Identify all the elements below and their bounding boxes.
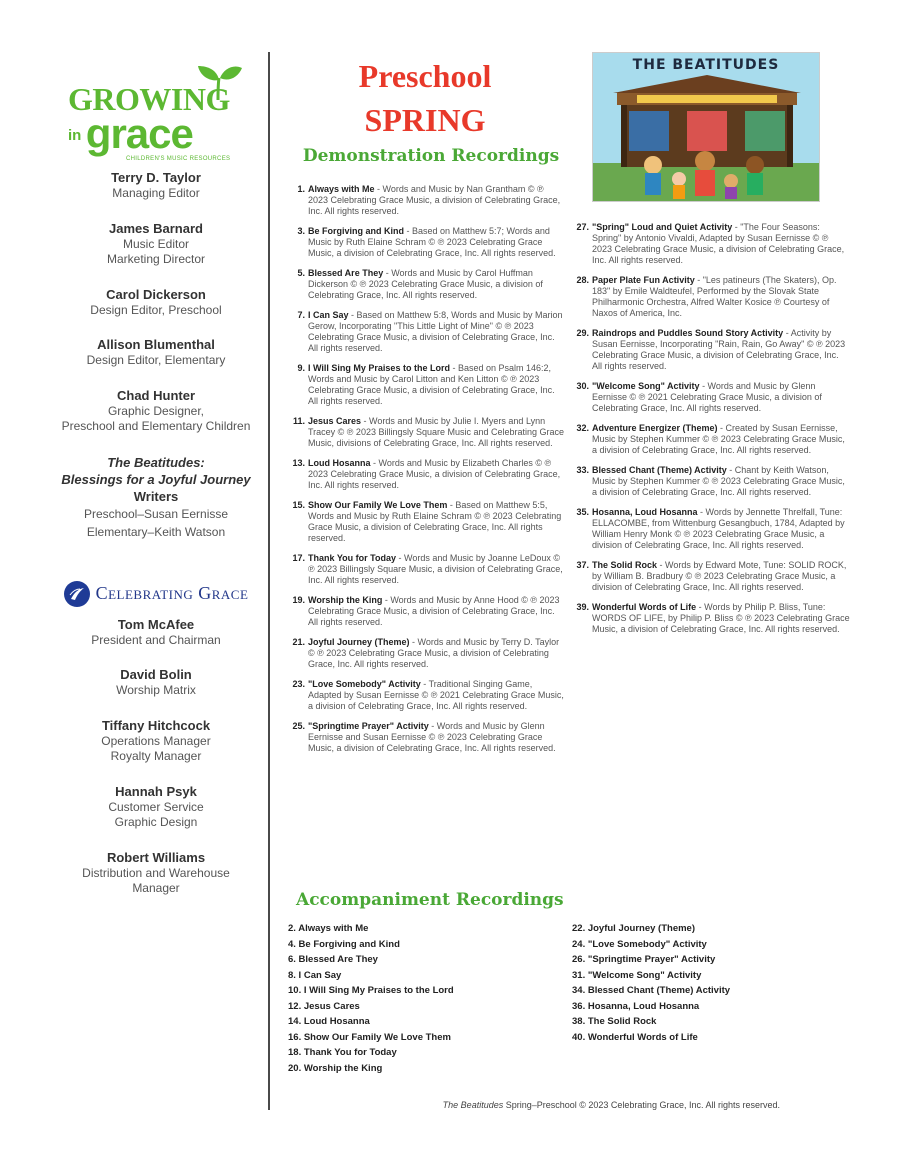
staff-role: Marketing Director xyxy=(106,252,206,266)
staff-role: Graphic Designer, xyxy=(107,403,205,418)
track-credit: - Activity by Susan Eernisse, Incorporating "Rain, Rain, Go Away" © ℗ 2023 Celebrating Grace Music, a division of Celebrating Grace, Inc. All rights reserved. xyxy=(592,328,846,371)
accompaniment-recordings-heading: Accompaniment Recordings xyxy=(296,890,564,910)
track-title: Paper Plate Fun Activity xyxy=(592,275,695,285)
track-title: Show Our Family We Love Them xyxy=(308,500,448,510)
staff-name: Tom McAfee xyxy=(117,616,195,632)
track-number: 30. xyxy=(576,381,589,391)
track-number: 15. xyxy=(292,500,305,510)
page-title-spring: SPRING xyxy=(364,102,486,138)
track-item xyxy=(288,458,566,491)
track-title: Blessed Chant (Theme) Activity xyxy=(592,465,727,475)
accompaniment-item: 20. Worship the King xyxy=(288,1062,383,1074)
page-title-preschool: Preschool xyxy=(358,58,492,94)
track-number: 21. xyxy=(292,637,305,647)
track-credit: - Words and Music by Nan Grantham © ℗ 2023 Celebrating Grace Music, a division of Celebrating Grace, Inc. All rights reserved. xyxy=(308,184,561,216)
staff-member xyxy=(48,170,264,202)
track-item xyxy=(288,184,566,217)
staff-member xyxy=(48,388,264,435)
footer-text: Spring–Preschool © 2023 Celebrating Grace, Inc. All rights reserved. xyxy=(503,1100,780,1110)
track-credit: - Words by Philip P. Bliss, Tune: WORDS OF LIFE, by Philip P. Bliss © ℗ 2023 Celebrating Grace Music, a division of Celebrating Grace, Inc. All rights reserved. xyxy=(592,602,850,634)
staff-role: Worship Matrix xyxy=(116,683,196,697)
track-title: The Solid Rock xyxy=(592,560,658,570)
logo-line-growing: GROWING xyxy=(68,81,230,117)
accompaniment-list-right xyxy=(572,921,832,1045)
staff-role: President and Chairman xyxy=(91,632,221,647)
track-title: Blessed Are They xyxy=(308,268,384,278)
staff-list xyxy=(48,170,264,435)
accompaniment-item: 31. "Welcome Song" Activity xyxy=(572,969,702,981)
staff-name: David Bolin xyxy=(120,667,192,682)
cover-title: THE BEATITUDES xyxy=(632,57,780,73)
track-title: Jesus Cares xyxy=(308,416,362,426)
footer-title: The Beatitudes xyxy=(442,1100,504,1110)
track-credit: - Created by Susan Eernisse, Music by Stephen Kummer © ℗ 2023 Celebrating Grace Music, a division of Celebrating Grace, Inc. All rights reserved. xyxy=(592,423,845,455)
track-item xyxy=(288,363,566,407)
staff-role: Design Editor, Elementary xyxy=(86,353,226,367)
track-credit: - Words and Music by Glenn Eernisse and Susan Eernisse © ℗ 2023 Celebrating Grace Music, a division of Celebrating Grace, Inc. All rights reserved. xyxy=(308,721,556,753)
track-item xyxy=(572,602,850,635)
track-credit: - Words and Music by Glenn Eernisse © ℗ 2021 Celebrating Grace Music, a division of Celebrating Grace, Inc. All rights reserved. xyxy=(592,381,822,413)
track-credit: - Words and Music by Joanne LeDoux © ℗ 2023 Billingsly Square Music, a division of Celebrating Grace, Inc. All rights reserved. xyxy=(308,553,563,585)
track-credit: - Words by Jennette Threlfall, Tune: ELLACOMBE, from Wittenburg Gesangbuch, 1784, Adapted by William Henry Monk © ℗ 2023 Celebrating Grace Music, a division of Celebrating Grace, Inc. All rights reserved. xyxy=(592,507,845,550)
track-title: Adventure Energizer (Theme) xyxy=(592,423,718,433)
accompaniment-item: 2. Always with Me xyxy=(288,923,369,934)
accompaniment-item: 34. Blessed Chant (Theme) Activity xyxy=(572,985,731,996)
staff-member xyxy=(48,850,264,897)
writers-title-line3: Writers xyxy=(133,488,179,504)
staff-role: Preschool and Elementary Children xyxy=(61,419,251,433)
track-title: "Springtime Prayer" Activity xyxy=(308,721,429,731)
track-credit: - "The Four Seasons: Spring" by Antonio Vivaldi, Adapted by Susan Eernisse © ℗ 2023 Celebrating Grace Music, a division of Celebrating Grace, Inc. All rights reserved. xyxy=(592,222,845,265)
track-number: 7. xyxy=(297,310,305,320)
staff-role: Graphic Design xyxy=(114,815,198,829)
copyright-footer xyxy=(280,1100,850,1110)
accompaniment-item: 4. Be Forgiving and Kind xyxy=(288,938,400,950)
track-item xyxy=(572,381,850,414)
staff-role: Manager xyxy=(132,881,180,895)
track-credit: - Words and Music by Julie I. Myers and Lynn Tracey © ℗ 2023 Billingsly Square Music and Celebrating Grace Music, divisions of Celebrating Grace, Inc. All rights reserved. xyxy=(308,416,565,448)
staff-name: Tiffany Hitchcock xyxy=(101,717,211,733)
accompaniment-item: 6. Blessed Are They xyxy=(288,954,378,965)
track-title: Raindrops and Puddles Sound Story Activity xyxy=(592,328,784,338)
staff-name: Allison Blumenthal xyxy=(97,337,215,352)
staff-role: Customer Service xyxy=(108,799,204,814)
track-credit: - Based on Matthew 5:5, Words and Music by Ruth Elaine Schram © ℗ 2023 Celebrating Grace Music, a division of Celebrating Grace, Inc. All rights reserved. xyxy=(308,500,562,543)
celebrating-grace-wordmark: Celebrating Grace xyxy=(95,583,249,603)
staff-member xyxy=(48,718,264,765)
staff-name: James Barnard xyxy=(109,220,203,236)
track-number: 13. xyxy=(292,458,305,468)
growing-in-grace-logo xyxy=(48,60,264,170)
track-item xyxy=(288,310,566,354)
accompaniment-item: 12. Jesus Cares xyxy=(288,1000,360,1012)
track-title: Loud Hosanna xyxy=(308,458,371,468)
track-title: Worship the King xyxy=(308,595,383,605)
accompaniment-item: 36. Hosanna, Loud Hosanna xyxy=(572,1000,700,1012)
cover-illustration xyxy=(593,53,820,202)
sidebar xyxy=(48,60,264,916)
track-item xyxy=(288,553,566,586)
track-number: 37. xyxy=(576,560,589,570)
track-credit: - Traditional Singing Game, Adapted by Susan Eernisse © ℗ 2021 Celebrating Grace Music, a division of Celebrating Grace, Inc. All rights reserved. xyxy=(308,679,564,711)
track-item xyxy=(572,328,850,372)
track-credit: - Words and Music by Elizabeth Charles © ℗ 2023 Celebrating Grace Music, a division of Celebrating Grace, Inc. All rights reserved. xyxy=(308,458,561,490)
track-credit: - Words and Music by Terry D. Taylor © ℗ 2023 Celebrating Grace Music, a division of Celebrating Grace, Inc. All rights reserved. xyxy=(308,637,560,669)
track-credit: - Words by Edward Mote, Tune: SOLID ROCK, by William B. Bradbury © ℗ 2023 Celebrating Grace Music, a division of Celebrating Grace, Inc. All rights reserved. xyxy=(592,560,847,592)
staff-role: Design Editor, Preschool xyxy=(90,302,222,317)
accompaniment-item: 38. The Solid Rock xyxy=(572,1016,657,1027)
track-item xyxy=(572,465,850,498)
track-title: Thank You for Today xyxy=(308,553,397,563)
track-item xyxy=(288,595,566,628)
track-title: Joyful Journey (Theme) xyxy=(308,637,410,647)
writers-title-line1: The Beatitudes: xyxy=(107,454,205,470)
accompaniment-item: 40. Wonderful Words of Life xyxy=(572,1031,698,1043)
track-credit: - Based on Matthew 5:8, Words and Music by Marion Gerow, Incorporating "This Little Light of Mine" © ℗ 2023 Celebrating Grace Music, a division of Celebrating Grace, Inc. All rights reserved. xyxy=(308,310,563,353)
staff-name: Robert Williams xyxy=(106,849,206,865)
writers-block xyxy=(48,454,264,541)
track-number: 19. xyxy=(292,595,305,605)
demonstration-list-right xyxy=(572,222,850,644)
track-credit: - Words and Music by Carol Huffman Dickerson © ℗ 2023 Celebrating Grace Music, a division of Celebrating Grace, Inc. All rights reserved. xyxy=(308,268,543,300)
track-title: "Spring" Loud and Quiet Activity xyxy=(592,222,733,232)
track-item xyxy=(288,679,566,712)
logo-line-grace: grace xyxy=(85,110,193,157)
staff-role: Managing Editor xyxy=(112,186,200,200)
vertical-divider xyxy=(268,52,270,1110)
track-title: Wonderful Words of Life xyxy=(592,602,697,612)
track-item xyxy=(288,500,566,544)
track-title: Hosanna, Loud Hosanna xyxy=(592,507,698,517)
track-number: 32. xyxy=(576,423,589,433)
track-title: I Can Say xyxy=(308,310,349,320)
staff-name: Carol Dickerson xyxy=(106,286,206,302)
writer-elementary: Elementary–Keith Watson xyxy=(86,524,226,539)
sprout-icon xyxy=(196,64,242,100)
track-item xyxy=(572,423,850,456)
track-title: "Love Somebody" Activity xyxy=(308,679,421,689)
track-title: I Will Sing My Praises to the Lord xyxy=(308,363,450,373)
accompaniment-item: 16. Show Our Family We Love Them xyxy=(288,1031,451,1043)
staff-role: Royalty Manager xyxy=(110,749,202,763)
demonstration-list-left xyxy=(288,184,566,763)
track-item xyxy=(288,268,566,301)
track-credit: - "Les patineurs (The Skaters), Op. 183" by Emile Waldteufel, Performed by the Slovak State Philharmonic Orchestra, Alfred Walter Kosice ℗ Courtesy of Naxos of America, Inc. xyxy=(592,275,837,318)
track-number: 33. xyxy=(576,465,589,475)
accompaniment-item: 26. "Springtime Prayer" Activity xyxy=(572,954,716,965)
accompaniment-item: 14. Loud Hosanna xyxy=(288,1016,370,1027)
track-item xyxy=(288,637,566,670)
celebrating-grace-logo xyxy=(48,581,264,607)
accompaniment-item: 10. I Will Sing My Praises to the Lord xyxy=(288,985,454,996)
accompaniment-item: 22. Joyful Journey (Theme) xyxy=(572,923,696,934)
track-item xyxy=(572,222,850,266)
accompaniment-list-left xyxy=(288,921,548,1076)
logo-tagline: CHILDREN'S MUSIC RESOURCES xyxy=(126,156,231,162)
track-number: 11. xyxy=(292,416,305,426)
celebrating-grace-emblem-icon xyxy=(64,581,90,607)
track-credit: - Based on Matthew 5:7; Words and Music by Ruth Elaine Schram © ℗ 2023 Celebrating Grace Music, a division of Celebrating Grace, Inc. All rights reserved. xyxy=(308,226,556,258)
staff-member xyxy=(48,287,264,319)
track-number: 1. xyxy=(297,184,305,194)
track-item xyxy=(572,507,850,551)
staff-member xyxy=(48,784,264,831)
writers-title-line2: Blessings for a Joyful Journey xyxy=(61,471,251,487)
track-number: 3. xyxy=(297,226,305,236)
staff-member xyxy=(48,221,264,268)
track-item xyxy=(288,721,566,754)
track-title: Be Forgiving and Kind xyxy=(308,226,404,236)
track-item xyxy=(572,275,850,319)
track-number: 29. xyxy=(576,328,589,338)
staff-member xyxy=(48,337,264,369)
track-item xyxy=(288,226,566,259)
track-number: 28. xyxy=(576,275,589,285)
staff-name: Chad Hunter xyxy=(117,387,195,403)
beatitudes-cover-image xyxy=(592,52,820,202)
track-item xyxy=(288,416,566,449)
writer-preschool: Preschool–Susan Eernisse xyxy=(83,506,229,521)
track-credit: - Based on Psalm 146:2, Words and Music by Carol Litton and Ken Litton © ℗ 2023 Celebrating Grace Music, a division of Celebrating Grace, Inc. All rights reserved. xyxy=(308,363,555,406)
track-item xyxy=(572,560,850,593)
staff-member xyxy=(48,617,264,649)
logo-line-in: in xyxy=(68,127,82,144)
track-number: 25. xyxy=(292,721,305,731)
staff-role: Music Editor xyxy=(122,236,190,251)
accompaniment-item: 24. "Love Somebody" Activity xyxy=(572,938,707,950)
accompaniment-item: 18. Thank You for Today xyxy=(288,1047,397,1058)
accompaniment-item: 8. I Can Say xyxy=(288,969,342,981)
track-number: 27. xyxy=(576,222,589,232)
track-credit: - Chant by Keith Watson, Music by Stephen Kummer © ℗ 2023 Celebrating Grace Music, a division of Celebrating Grace, Inc. All rights reserved. xyxy=(592,465,845,497)
track-credit: - Words and Music by Anne Hood © ℗ 2023 Celebrating Grace Music, a division of Celebrating Grace, Inc. All rights reserved. xyxy=(308,595,560,627)
track-number: 17. xyxy=(292,553,305,563)
track-number: 39. xyxy=(576,602,589,612)
staff-member xyxy=(48,667,264,699)
track-title: "Welcome Song" Activity xyxy=(592,381,700,391)
staff-name: Terry D. Taylor xyxy=(111,170,201,185)
staff-name: Hannah Psyk xyxy=(115,783,197,799)
track-number: 23. xyxy=(292,679,305,689)
demonstration-recordings-heading: Demonstration Recordings xyxy=(302,146,560,166)
track-number: 9. xyxy=(297,363,305,373)
staff-role: Operations Manager xyxy=(101,733,211,748)
track-number: 35. xyxy=(576,507,589,517)
cg-staff-list xyxy=(48,617,264,897)
track-title: Always with Me xyxy=(308,184,375,194)
staff-role: Distribution and Warehouse xyxy=(82,865,230,880)
track-number: 5. xyxy=(297,268,305,278)
